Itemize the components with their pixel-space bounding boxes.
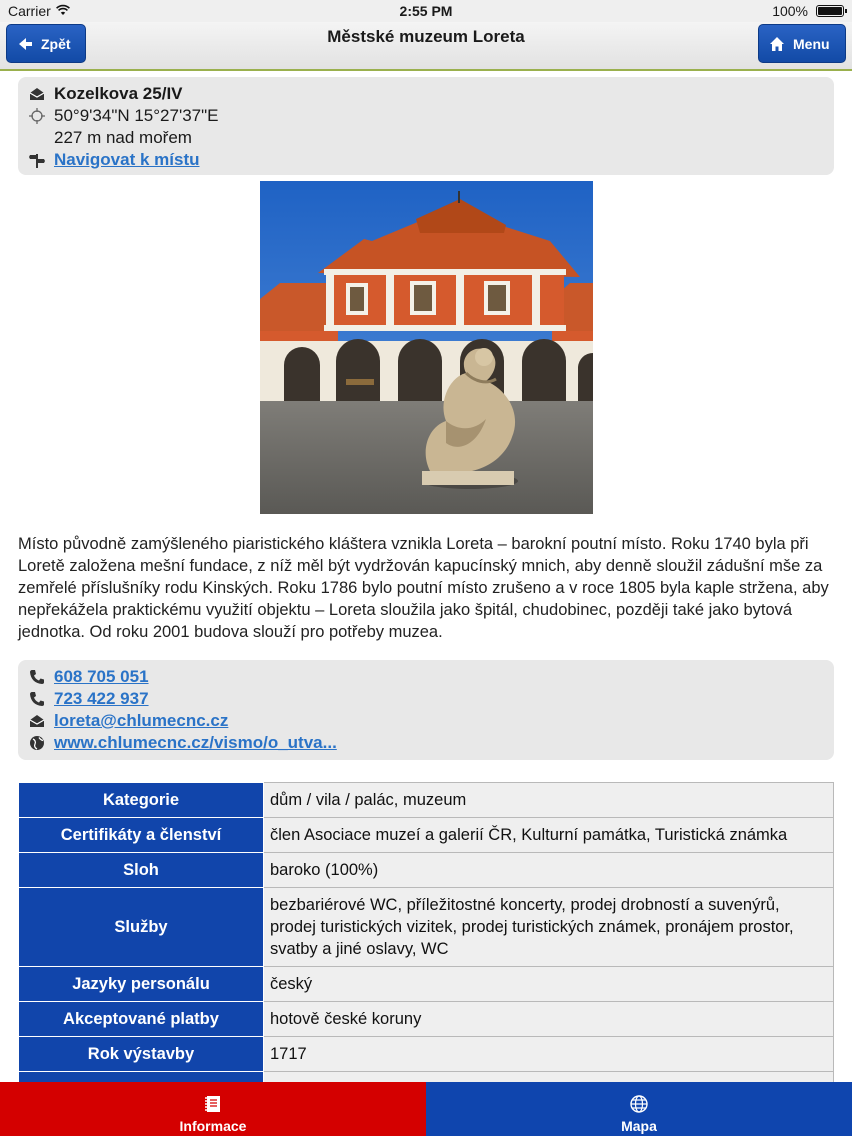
- info-row: [19, 1037, 834, 1072]
- crosshair-icon: [28, 108, 46, 124]
- email-link[interactable]: loreta@chlumecnc.cz: [54, 711, 229, 730]
- tab-mapa-label: Mapa: [621, 1118, 657, 1134]
- info-row: [19, 783, 834, 818]
- phone-link-1[interactable]: 608 705 051: [54, 667, 149, 686]
- phone-link-2[interactable]: 723 422 937: [54, 689, 149, 708]
- coordinates-text: 50°9'34"N 15°27'37"E: [54, 106, 219, 125]
- globe-icon: [28, 735, 46, 751]
- description-text: Místo původně zamýšleného piaristického kláštera vznikla Loreta – barokní poutní místo. Roku 1740 byla při Loretě založena mešní fundace, z níž měl být vydržován kapucínský mnich, aby denně sloužil zádušní mše za zemřelé příslušníky rodu Kinských. Roku 1786 bylo poutní místo zrušeno a v roce 1805 byla kaple stržena, aby nepřekážela praktickému využití objektu – Loreta sloužila jako špitál, chudobinec, později také jako bytová jednotka. Od roku 2001 budova slouží pro potřeby muzea.: [18, 535, 829, 641]
- info-row: [19, 818, 834, 853]
- info-key: Kategorie: [19, 783, 264, 818]
- envelope-icon: [28, 86, 46, 102]
- info-key: Certifikáty a členství: [19, 818, 264, 853]
- navigate-row: [28, 149, 824, 171]
- info-key: Služby: [19, 888, 264, 967]
- tab-informace-label: Informace: [179, 1118, 247, 1134]
- info-value: 1717: [264, 1037, 834, 1072]
- phone-row-1: [28, 666, 824, 688]
- info-value: bezbariérové WC, příležitostné koncerty, prodej drobností a suvenýrů, prodej turistických vizitek, prodej turistických známek, pronájem prostor, svatby a jiné oslavy, WC: [264, 888, 834, 967]
- location-box: [18, 77, 834, 175]
- loreta-building-image: [260, 181, 593, 514]
- phone-icon: [28, 691, 46, 707]
- info-key: Jazyky personálu: [19, 967, 264, 1002]
- envelope-icon: [28, 713, 46, 729]
- navigation-bar: [0, 22, 852, 71]
- altitude-text: 227 m nad mořem: [54, 128, 192, 147]
- info-value: dům / vila / palác, muzeum: [264, 783, 834, 818]
- address-text: Kozelkova 25/IV: [54, 84, 183, 103]
- battery-icon: [816, 5, 844, 17]
- tab-bar: [0, 1082, 852, 1136]
- carrier-label: Carrier: [8, 3, 51, 19]
- globe-icon: [629, 1094, 649, 1114]
- signpost-icon: [28, 152, 46, 168]
- contacts-box: [18, 660, 834, 760]
- home-icon: [769, 36, 785, 52]
- info-key: Sloh: [19, 853, 264, 888]
- detail-content[interactable]: [0, 73, 852, 1081]
- back-button[interactable]: [6, 24, 86, 63]
- email-row: [28, 710, 824, 732]
- battery-percent: 100%: [772, 3, 808, 19]
- tab-informace[interactable]: [0, 1082, 426, 1136]
- menu-button[interactable]: [758, 24, 846, 63]
- navigate-link[interactable]: Navigovat k místu: [54, 150, 200, 169]
- info-value: baroko (100%): [264, 853, 834, 888]
- clock: 2:55 PM: [399, 3, 453, 19]
- info-key: Rok výstavby: [19, 1037, 264, 1072]
- info-value: člen Asociace muzeí a galerií ČR, Kulturní památka, Turistická známka: [264, 818, 834, 853]
- arrow-left-icon: [17, 36, 33, 52]
- address-row: [28, 83, 824, 105]
- coordinates-row: [28, 105, 824, 127]
- back-button-label: Zpět: [41, 35, 71, 52]
- page-title: Městské muzeum Loreta: [327, 27, 525, 46]
- status-bar: [0, 0, 852, 22]
- web-link[interactable]: www.chlumecnc.cz/vismo/o_utva...: [54, 733, 337, 752]
- altitude-row: [28, 127, 824, 149]
- document-icon: [203, 1094, 223, 1114]
- info-row: [19, 1002, 834, 1037]
- tab-mapa[interactable]: [426, 1082, 852, 1136]
- phone-icon: [28, 669, 46, 685]
- info-row: [19, 853, 834, 888]
- info-row: [19, 967, 834, 1002]
- info-key: Akceptované platby: [19, 1002, 264, 1037]
- info-table: [18, 782, 834, 1107]
- info-value: český: [264, 967, 834, 1002]
- loreta-photo: [260, 181, 593, 514]
- info-value: hotově české koruny: [264, 1002, 834, 1037]
- menu-button-label: Menu: [793, 35, 830, 52]
- phone-row-2: [28, 688, 824, 710]
- web-row: [28, 732, 824, 754]
- info-row: [19, 888, 834, 967]
